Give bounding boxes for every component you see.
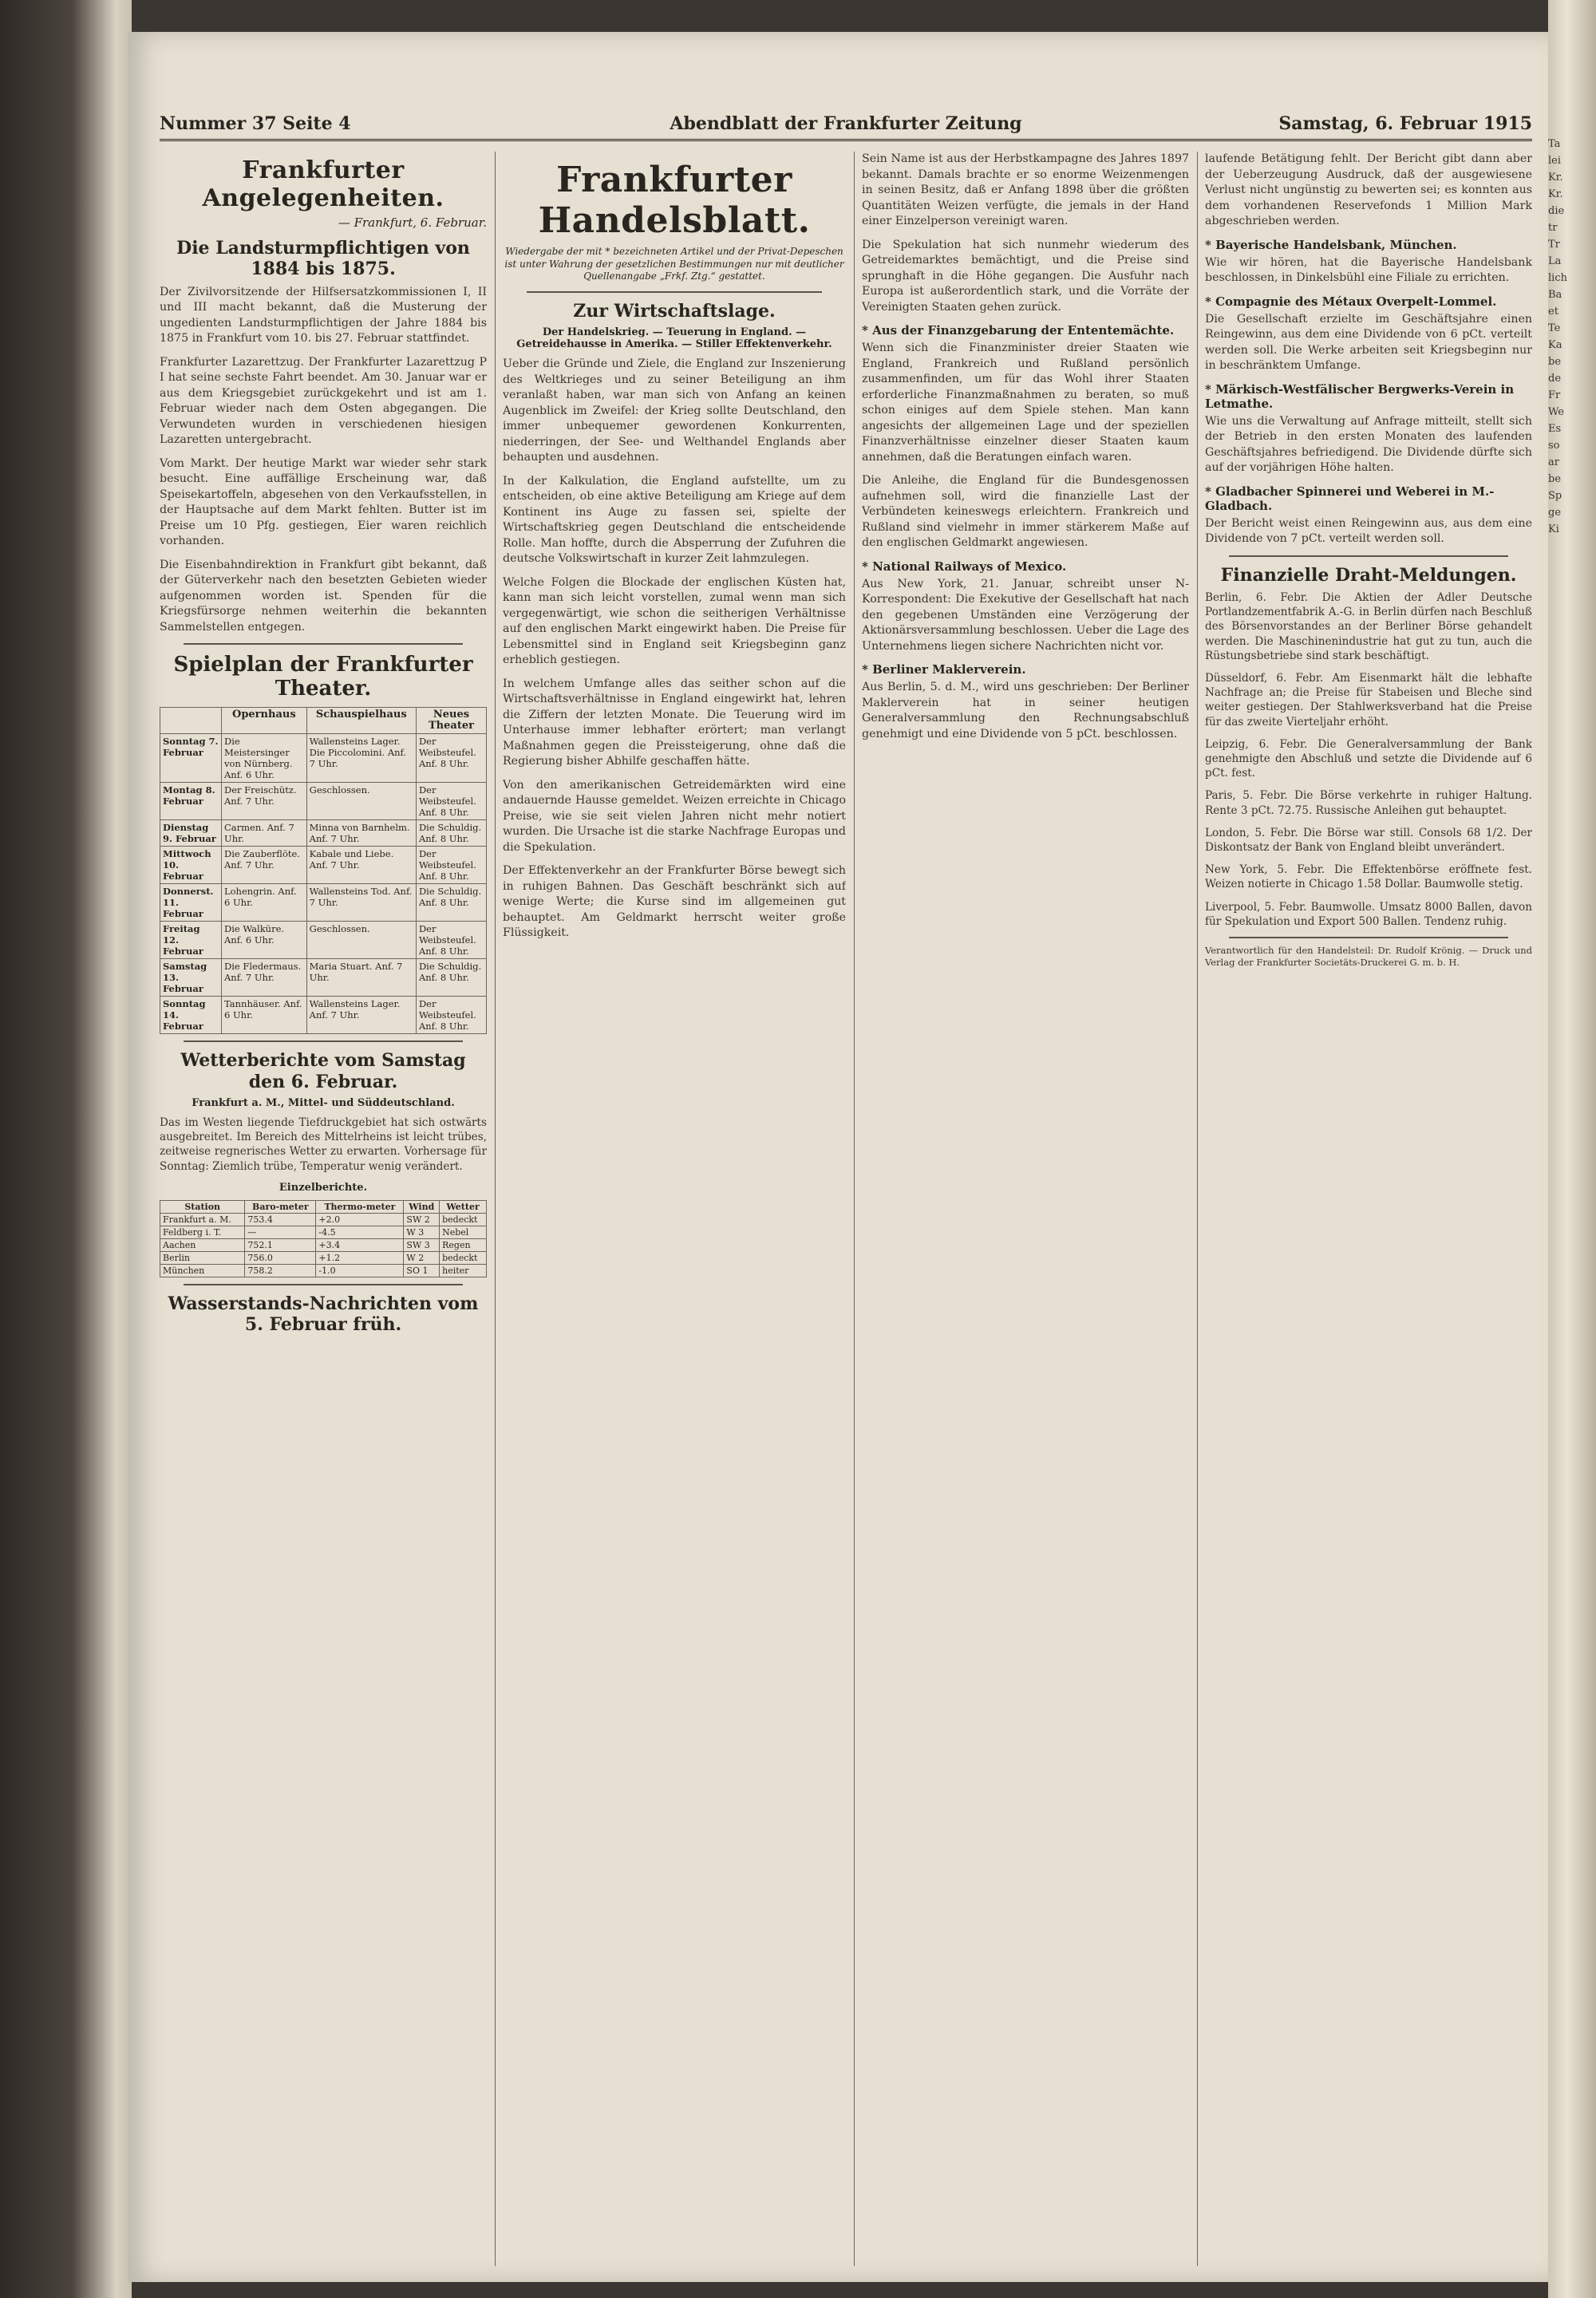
table-cell: W 3 <box>404 1226 440 1238</box>
text-fragment: de <box>1548 373 1562 385</box>
table-header: Wind <box>404 1200 440 1213</box>
table-header <box>160 708 222 734</box>
newspaper-title: Abendblatt der Frankfurter Zeitung <box>670 113 1022 134</box>
table-cell: Regen <box>440 1238 487 1251</box>
table-cell: +1.2 <box>316 1251 404 1264</box>
article-paragraph: Frankfurter Lazarettzug. Der Frankfurter Lazarettzug P I hat seine sechste Fahrt beendet. Am 30. Januar war er aus dem Kriegsgebiet zurückgekehrt und ist am 1. Februar wieder nach dem Osten abgegangen. Die Verwundeten wurden in verschiedenen hiesigen Lazaretten untergebracht. <box>160 355 487 447</box>
article-headline: Zur Wirtschaftslage. <box>573 300 776 322</box>
table-cell: München <box>160 1264 245 1277</box>
table-cell: Sonntag 14. Februar <box>160 997 222 1034</box>
table-header: Wetter <box>440 1200 487 1213</box>
text-fragment: ar <box>1548 456 1559 468</box>
article-paragraph: Der Effektenverkehr an der Frankfurter Börse bewegt sich in ruhigen Bahnen. Das Geschäft beschränkt sich auf wenige Werte; die Kurse sind im allgemeinen gut behauptet. Am Geldmarkt herrscht weiter große Flüssigkeit. <box>503 864 846 940</box>
issue-page-number: Nummer 37 Seite 4 <box>160 113 351 134</box>
table-header: Thermo-meter <box>316 1200 404 1213</box>
table-cell: Der Freischütz. Anf. 7 Uhr. <box>222 783 307 820</box>
table-cell: 758.2 <box>245 1264 316 1277</box>
text-fragment: Tr <box>1548 239 1560 251</box>
table-row <box>160 1213 487 1226</box>
dateline: — Frankfurt, 6. Februar. <box>338 215 487 230</box>
table-row <box>160 1238 487 1251</box>
water-levels-title: Wasserstands-Nachrichten vom 5. Februar früh. <box>168 1293 479 1336</box>
news-item-text: Wie wir hören, hat die Bayerische Handelsbank beschlossen, in Dinkelsbühl eine Filiale zu errichten. <box>1205 255 1532 284</box>
article-headline: Die Landsturmpflichtigen von 1884 bis 1875. <box>176 238 470 280</box>
masthead <box>160 112 1532 141</box>
article-paragraph: Der Zivilvorsitzende der Hilfsersatzkommissionen I, II und III macht bekannt, daß die Musterung der ungedienten Landsturmpflichtigen der Jahre 1884 bis 1875 in Frankfurt vom 10. bis 27. Februar stattfindet. <box>160 285 487 345</box>
article-paragraph: Die Eisenbahndirektion in Frankfurt gibt bekannt, daß der Güterverkehr nach den besetzten Gebieten wieder aufgenommen worden ist. Spenden für die Kriegsfürsorge nehmen weiterhin die bekannten Sammelstellen entgegen. <box>160 558 487 634</box>
table-cell: SO 1 <box>404 1264 440 1277</box>
table-cell: Mittwoch 10. Februar <box>160 847 222 884</box>
column-rule <box>495 152 496 2266</box>
news-item-text: Wenn sich die Finanzminister dreier Staaten wie England, Frankreich und Rußland persönlich zusammenfinden, um für das Wohl ihrer Staaten erforderliche Finanzmaßnahmen zu beraten, so muß schon einiges auf dem Spiele stehen. Man kann angesichts der allgemeinen Lage und der speziellen Finanzverhältnisse einzelner dieser Staaten kaum annehmen, daß die Beratungen einfach waren. <box>862 342 1189 464</box>
table-cell: -1.0 <box>316 1264 404 1277</box>
divider <box>1229 937 1508 938</box>
table-cell: Frankfurt a. M. <box>160 1213 245 1226</box>
table-cell: Lohengrin. Anf. 6 Uhr. <box>222 884 307 922</box>
text-fragment: so <box>1548 440 1560 452</box>
news-item-text: Aus New York, 21. Januar, schreibt unser N-Korrespondent: Die Exekutive der Gesellschaft hat nach den gegebenen Umständen eine Verzögerung der Aktionärsversammlung beschlossen. Ueber die Lage des Unternehmens liegen sichere Nachrichten nicht vor. <box>862 577 1189 653</box>
table-cell: Die Schuldig. Anf. 8 Uhr. <box>416 884 486 922</box>
table-row <box>160 959 487 997</box>
section-title: Frankfurter Handelsblatt. <box>538 160 811 241</box>
text-fragment: ge <box>1548 507 1562 519</box>
text-fragment: Ba <box>1548 289 1562 301</box>
table-cell: Feldberg i. T. <box>160 1226 245 1238</box>
text-fragment: Ki <box>1548 523 1559 535</box>
table-cell: Nebel <box>440 1226 487 1238</box>
table-cell: Carmen. Anf. 7 Uhr. <box>222 820 307 847</box>
theater-schedule-table <box>160 707 487 1034</box>
newspaper-page <box>128 32 1548 2282</box>
weather-title: Wetterberichte vom Samstag den 6. Februar. <box>180 1050 466 1092</box>
article-paragraph: laufende Betätigung fehlt. Der Bericht gibt dann aber der Ueberzeugung Ausdruck, daß der ausgewiesene Verlust nicht ungünstig zu bewerten sei; es konnten aus dem vorhandenen Reservefonds 1 Million Mark abgeschrieben werden. <box>1205 152 1532 227</box>
table-header-row <box>160 708 487 734</box>
text-fragment: be <box>1548 473 1562 485</box>
table-cell: Sonntag 7. Februar <box>160 734 222 783</box>
table-cell: Kabale und Liebe. Anf. 7 Uhr. <box>306 847 416 884</box>
text-fragment: et <box>1548 306 1558 318</box>
table-cell: Die Schuldig. Anf. 8 Uhr. <box>416 820 486 847</box>
table-cell: Die Zauberflöte. Anf. 7 Uhr. <box>222 847 307 884</box>
table-cell: Der Weibsteufel. Anf. 8 Uhr. <box>416 922 486 959</box>
table-row <box>160 997 487 1034</box>
article-paragraph: Von den amerikanischen Getreidemärkten wird eine andauernde Hausse gemeldet. Weizen erreichte in Chicago Preise, wie sie seit vielen Jahren nicht mehr notiert wurden. Die Ursache ist die starke Nachfrage Europas und die Spekulation. <box>503 778 846 854</box>
article-paragraph: Vom Markt. Der heutige Markt war wieder sehr stark besucht. Eine auffällige Erscheinung war, daß Speisekartoffeln, abgesehen von den Verkaufsstellen, in der Hauptsache auf dem Markt fehlten. Butter ist im Preise um 10 Pfg. gestiegen, Eier waren reichlich vorhanden. <box>160 456 487 548</box>
table-cell: SW 3 <box>404 1238 440 1251</box>
table-cell: Tannhäuser. Anf. 6 Uhr. <box>222 997 307 1034</box>
column-business-section <box>503 152 846 2266</box>
article-paragraph: Die Spekulation hat sich nunmehr wiederum des Getreidemarktes bemächtigt, und die Preise sind sprunghaft in die Höhe gegangen. Die Ausfuhr nach Europa ist außerordentlich stark, und die Vorräte der Vereinigten Staaten gehen zurück. <box>862 238 1189 314</box>
news-item-headline: * Gladbacher Spinnerei und Weberei in M.-Gladbach. <box>1205 484 1495 513</box>
article-paragraph: In der Kalkulation, die England aufstellte, um zu entscheiden, ob eine aktive Beteiligung am Kriege auf dem Kontinent ins Auge zu fassen sei, spielte der Wirtschaftskrieg gegen Deutschland die entscheidende Rolle. Man hoffte, durch die Absperrung der Zufuhren die deutsche Volkswirtschaft in kurzer Zeit lahmzulegen. <box>503 474 846 566</box>
table-cell: — <box>245 1226 316 1238</box>
column-rule <box>1197 152 1198 2266</box>
table-cell: Dienstag 9. Februar <box>160 820 222 847</box>
table-cell: Geschlossen. <box>306 922 416 959</box>
table-cell: heiter <box>440 1264 487 1277</box>
table-row <box>160 922 487 959</box>
table-cell: SW 2 <box>404 1213 440 1226</box>
text-fragment: Ta <box>1548 138 1561 150</box>
text-fragment: Kr. <box>1548 172 1563 184</box>
table-cell: Minna von Barnhelm. Anf. 7 Uhr. <box>306 820 416 847</box>
news-item-headline: * Bayerische Handelsbank, München. <box>1205 237 1457 252</box>
imprint: Verantwortlich für den Handelsteil: Dr. Rudolf Krönig. — Druck und Verlag der Frankfurter Societäts-Druckerei G. m. b. H. <box>1205 944 1532 968</box>
table-header: Station <box>160 1200 245 1213</box>
divider <box>527 291 822 293</box>
table-cell: Wallensteins Lager. Anf. 7 Uhr. <box>306 997 416 1034</box>
table-cell: Maria Stuart. Anf. 7 Uhr. <box>306 959 416 997</box>
table-cell: W 2 <box>404 1251 440 1264</box>
table-cell: Freitag 12. Februar <box>160 922 222 959</box>
text-fragment: be <box>1548 356 1562 368</box>
news-item-headline: * Berliner Maklerverein. <box>862 662 1026 677</box>
table-cell: Berlin <box>160 1251 245 1264</box>
wire-report: New York, 5. Febr. Die Effektenbörse eröffnete fest. Weizen notierte in Chicago 1.58 Dollar. Baumwolle stetig. <box>1205 863 1532 891</box>
news-item-headline: * Compagnie des Métaux Overpelt-Lommel. <box>1205 294 1497 309</box>
binding-gutter <box>0 0 132 2298</box>
theater-schedule-title: Spielplan der Frankfurter Theater. <box>173 653 473 701</box>
table-cell: Wallensteins Lager. Die Piccolomini. Anf. 7 Uhr. <box>306 734 416 783</box>
table-header: Baro-meter <box>245 1200 316 1213</box>
table-cell: +2.0 <box>316 1213 404 1226</box>
table-cell: Die Meistersinger von Nürnberg. Anf. 6 Uhr. <box>222 734 307 783</box>
column-company-news <box>1205 152 1532 2266</box>
article-paragraph: In welchem Umfange alles das seither schon auf die Wirtschaftsverhältnisse in England eingewirkt hat, lehren die Ziffern der letzten Monate. Die Teuerung wird im Unterhause immer lebhafter erörtert; man verlangt Maßnahmen gegen die Preissteigerung, ohne daß die Regierung bisher Abhilfe geschaffen hätte. <box>503 677 846 768</box>
table-header: Neues Theater <box>416 708 486 734</box>
text-fragment: die <box>1548 205 1565 217</box>
table-cell: bedeckt <box>440 1251 487 1264</box>
text-fragment: Sp <box>1548 490 1562 502</box>
table-row <box>160 1251 487 1264</box>
weather-table <box>160 1200 487 1277</box>
table-cell: Die Fledermaus. Anf. 7 Uhr. <box>222 959 307 997</box>
table-cell: +3.4 <box>316 1238 404 1251</box>
table-cell: Die Walküre. Anf. 6 Uhr. <box>222 922 307 959</box>
table-header: Schauspielhaus <box>306 708 416 734</box>
text-fragment: Te <box>1548 322 1561 334</box>
news-item-text: Die Gesellschaft erzielte im Geschäftsjahre einen Reingewinn, aus dem eine Dividende von 6 pCt. verteilt werden soll. Die Werke arbeiten seit Kriegsbeginn nur in beschränktem Umfange. <box>1205 312 1532 372</box>
table-row <box>160 1226 487 1238</box>
table-row <box>160 783 487 820</box>
weather-table-title: Einzelberichte. <box>279 1181 368 1194</box>
news-item-text: Die Anleihe, die England für die Bundesgenossen aufnehmen soll, wird die finanzielle Last der Verbündeten keineswegs erleichtern. Frankreich und Rußland sind vielmehr in immer stärkerem Maße auf den englischen Geldmarkt angewiesen. <box>862 474 1189 549</box>
weather-subtitle: Frankfurt a. M., Mittel- und Süddeutschland. <box>192 1097 455 1110</box>
table-cell: 756.0 <box>245 1251 316 1264</box>
text-fragment: lich <box>1548 272 1567 284</box>
news-item-headline: * Märkisch-Westfälischer Bergwerks-Verein in Letmathe. <box>1205 381 1515 411</box>
wire-reports-title: Finanzielle Draht-Meldungen. <box>1220 564 1517 586</box>
table-cell: Donnerst. 11. Februar <box>160 884 222 922</box>
weather-paragraph: Das im Westen liegende Tiefdruckgebiet hat sich ostwärts ausgebreitet. Im Bereich des Mittelrheins ist leicht trübes, zeitweise regnerisches Wetter zu erwarten. Vorhersage für Sonntag: Ziemlich trübe, Temperatur wenig verändert. <box>160 1116 487 1173</box>
news-item-text: Wie uns die Verwaltung auf Anfrage mitteilt, stellt sich der Betrieb in den ersten Monaten des laufenden Geschäftsjahres befriedigend. Die Dividende dürfte sich auf der vorjährigen Höhe halten. <box>1205 414 1532 474</box>
next-page-text-fragments <box>1548 136 1588 2130</box>
table-cell: Samstag 13. Februar <box>160 959 222 997</box>
divider <box>184 1040 463 1042</box>
table-cell: Wallensteins Tod. Anf. 7 Uhr. <box>306 884 416 922</box>
text-fragment: Es <box>1548 423 1562 435</box>
column-rule <box>854 152 855 2266</box>
text-fragment: Kr. <box>1548 188 1563 200</box>
section-title: Frankfurter Angelegenheiten. <box>202 156 444 212</box>
reprint-notice: Wiedergabe der mit * bezeichneten Artikel und der Privat-Depeschen ist unter Wahrung der gesetzlichen Bestimmungen nur mit deutlicher Quellenangabe „Frkf. Ztg.“ gestattet. <box>504 246 844 282</box>
article-paragraph: Ueber die Gründe und Ziele, die England zur Inszenierung des Weltkrieges und zu seiner Beteiligung an ihm veranlaßt haben, war man sich von Anfang an keinen Augenblick im Zweifel: der Krieg sollte Deutschland, den immer unbequemer gewordenen Konkurrenten, niederringen, der See- und Welthandel Englands aber behaupten und ausdehnen. <box>503 357 846 464</box>
table-row <box>160 884 487 922</box>
table-row <box>160 847 487 884</box>
table-cell: Der Weibsteufel. Anf. 8 Uhr. <box>416 783 486 820</box>
article-summary: Der Handelskrieg. — Teuerung in England. — Getreidehausse in Amerika. — Stiller Effektenverkehr. <box>516 326 832 351</box>
text-fragment: Fr <box>1548 389 1561 401</box>
article-paragraph: Welche Folgen die Blockade der englischen Küsten hat, kann man sich leicht vorstellen, zumal wenn man sich vergegenwärtigt, wie schon die seitherigen Verhältnisse auf den englischen Markt eingewirkt haben. Die Preise für Lebensmittel sind in England seit Kriegsbeginn ganz erheblich gestiegen. <box>503 575 846 667</box>
text-fragment: La <box>1548 255 1562 267</box>
wire-report: Paris, 5. Febr. Die Börse verkehrte in ruhiger Haltung. Rente 3 pCt. 72.75. Russische Anleihen gut behauptet. <box>1205 789 1532 817</box>
table-header-row <box>160 1200 487 1213</box>
divider <box>1229 555 1508 557</box>
text-fragment: We <box>1548 406 1564 418</box>
table-cell: Die Schuldig. Anf. 8 Uhr. <box>416 959 486 997</box>
column-local-news <box>160 152 487 2266</box>
table-cell: Aachen <box>160 1238 245 1251</box>
news-item-text: Der Bericht weist einen Reingewinn aus, aus dem eine Dividende von 7 pCt. verteilt werden soll. <box>1205 516 1532 545</box>
table-row <box>160 734 487 783</box>
divider <box>184 1284 463 1285</box>
wire-report: Liverpool, 5. Febr. Baumwolle. Umsatz 8000 Ballen, davon für Spekulation und Export 500 Ballen. Tendenz ruhig. <box>1205 900 1532 928</box>
issue-date: Samstag, 6. Februar 1915 <box>1278 113 1532 134</box>
article-paragraph: Sein Name ist aus der Herbstkampagne des Jahres 1897 bekannt. Damals brachte er so enorme Weizenmengen in seinen Besitz, daß er Anfang 1898 über die größten Quantitäten Weizen verfügte, die jemals in der Hand einer Einzelperson vereinigt waren. <box>862 152 1189 227</box>
news-item-headline: * Aus der Finanzgebarung der Ententemächte. <box>862 323 1175 338</box>
news-item-text: Aus Berlin, 5. d. M., wird uns geschrieben: Der Berliner Maklerverein hat in seiner heutigen Generalversammlung den Rechnungsabschluß genehmigt und eine Dividende von 5 pCt. beschlossen. <box>862 681 1189 740</box>
table-cell: Der Weibsteufel. Anf. 8 Uhr. <box>416 847 486 884</box>
divider <box>184 643 463 645</box>
table-cell: -4.5 <box>316 1226 404 1238</box>
table-cell: Geschlossen. <box>306 783 416 820</box>
table-cell: 753.4 <box>245 1213 316 1226</box>
table-row <box>160 1264 487 1277</box>
text-fragment: lei <box>1548 155 1562 167</box>
table-header: Opernhaus <box>222 708 307 734</box>
wire-report: Leipzig, 6. Febr. Die Generalversammlung der Bank genehmigte den Abschluß und setzte die Dividende auf 6 pCt. fest. <box>1205 737 1532 780</box>
text-fragment: tr <box>1548 222 1558 234</box>
column-business-continued <box>862 152 1189 2266</box>
wire-report: London, 5. Febr. Die Börse war still. Consols 68 1/2. Der Diskontsatz der Bank von England bleibt unverändert. <box>1205 826 1532 854</box>
table-row <box>160 820 487 847</box>
wire-report: Düsseldorf, 6. Febr. Am Eisenmarkt hält die lebhafte Nachfrage an; die Preise für Stabeisen und Bleche sind weiter gestiegen. Der Stahlwerksverband hat die Preise für das zweite Vierteljahr erhöht. <box>1205 671 1532 728</box>
news-item-headline: * National Railways of Mexico. <box>862 559 1067 574</box>
table-cell: Der Weibsteufel. Anf. 8 Uhr. <box>416 734 486 783</box>
table-cell: bedeckt <box>440 1213 487 1226</box>
table-cell: 752.1 <box>245 1238 316 1251</box>
table-cell: Der Weibsteufel. Anf. 8 Uhr. <box>416 997 486 1034</box>
table-cell: Montag 8. Februar <box>160 783 222 820</box>
text-fragment: Ka <box>1548 339 1562 351</box>
wire-report: Berlin, 6. Febr. Die Aktien der Adler Deutsche Portlandzementfabrik A.-G. in Berlin dürfen nach Beschluß des Börsenvorstandes an der Berliner Börse gehandelt werden. Die Maschinenindustrie hat gut zu tun, auch die Rüstungsbetriebe sind stark beschäftigt. <box>1205 590 1532 662</box>
